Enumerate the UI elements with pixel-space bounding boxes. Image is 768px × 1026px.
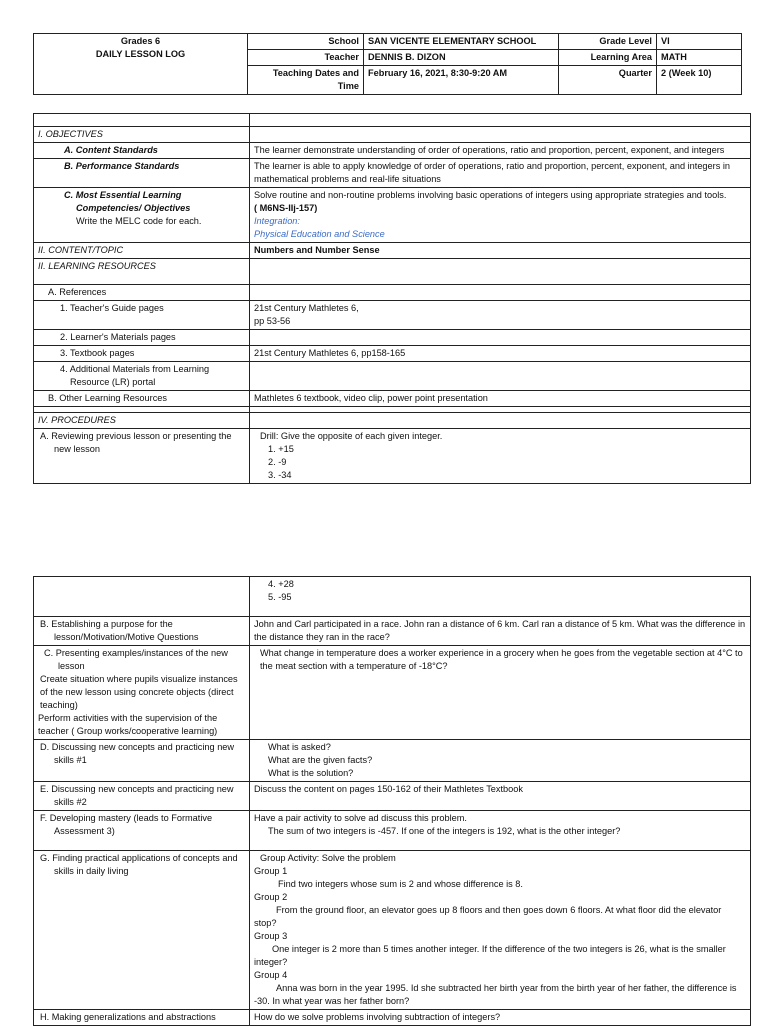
c-label-2: Create situation where pupils visualize instances of the new lesson using concrete objects (direct teaching) bbox=[40, 674, 238, 710]
content-standards-text: The learner demonstrate understanding of order of operations, ratio and proportion, percent, exponent, and integers bbox=[250, 143, 751, 159]
header-title-cell bbox=[34, 34, 248, 95]
group-label: Group 2 bbox=[254, 892, 288, 902]
f-text-2: The sum of two integers is -457. If one of the integers is 192, what is the other integer? bbox=[268, 826, 621, 836]
melc-text: Solve routine and non-routine problems involving basic operations of integers using appropriate strategies and tools. bbox=[254, 190, 727, 200]
grade-level-value: VI bbox=[657, 34, 742, 50]
content-value: Numbers and Number Sense bbox=[250, 243, 751, 259]
lesson-table-2 bbox=[33, 576, 751, 1026]
group-problem: One integer is 2 more than 5 times another integer. If the difference of the two integers is 26, what is the smaller integer? bbox=[254, 944, 726, 967]
objectives-heading: I. OBJECTIVES bbox=[38, 129, 103, 139]
quarter-week: (Week 10) bbox=[666, 68, 712, 78]
quarter-label: Quarter bbox=[559, 66, 657, 95]
procedures-empty-cell bbox=[250, 413, 751, 429]
g-title: Group Activity: Solve the problem bbox=[260, 853, 396, 863]
textbook-label: 3. Textbook pages bbox=[34, 346, 250, 362]
e-text: Discuss the content on pages 150-162 of their Mathletes Textbook bbox=[250, 782, 751, 811]
group-label: Group 4 bbox=[254, 970, 288, 980]
objectives-empty-cell bbox=[250, 127, 751, 143]
quarter-number: 2 bbox=[661, 68, 667, 78]
tg-cell bbox=[250, 301, 751, 330]
drill-item: 4. +28 bbox=[268, 579, 294, 589]
drill-item: 2. -9 bbox=[268, 457, 287, 467]
melc-label-cell bbox=[34, 188, 250, 243]
procedures-heading: IV. PROCEDURES bbox=[34, 413, 250, 429]
school-value: SAN VICENTE ELEMENTARY SCHOOL bbox=[364, 34, 559, 50]
c-label-cell bbox=[34, 646, 250, 740]
grades-text: Grades 6 bbox=[120, 36, 161, 46]
lesson-table-1 bbox=[33, 113, 751, 484]
teacher-value: DENNIS B. DIZON bbox=[364, 50, 559, 66]
f-label: F. Developing mastery (leads to Formative Assessment 3) bbox=[34, 811, 250, 851]
spacer-cell bbox=[250, 114, 751, 127]
drill-continued-label-cell bbox=[34, 577, 250, 617]
group-label: Group 1 bbox=[254, 866, 288, 876]
grade-level-label: Grade Level bbox=[559, 34, 657, 50]
d-question: What is the solution? bbox=[268, 768, 354, 778]
additional-label-cell bbox=[34, 362, 250, 391]
references-label: A. References bbox=[34, 285, 250, 301]
dates-value: February 16, 2021, 8:30-9:20 AM bbox=[364, 66, 559, 95]
drill-cell bbox=[250, 429, 751, 484]
f-cell bbox=[250, 811, 751, 851]
d-cell bbox=[250, 740, 751, 782]
log-title: DAILY LESSON LOG bbox=[95, 49, 186, 59]
c-text: What change in temperature does a worker experience in a grocery when he goes from the vegetable section at 4°C to the meat section with a temperature of -18°C? bbox=[250, 646, 751, 740]
tg-value-2: pp 53-56 bbox=[254, 316, 291, 326]
teacher-label: Teacher bbox=[248, 50, 364, 66]
other-value: Mathletes 6 textbook, video clip, power point presentation bbox=[250, 391, 751, 407]
integration-value: Physical Education and Science bbox=[254, 229, 385, 239]
integration-label: Integration: bbox=[254, 216, 300, 226]
melc-code: ( M6NS-IIj-157) bbox=[254, 203, 318, 213]
tg-label: 1. Teacher's Guide pages bbox=[34, 301, 250, 330]
dates-label: Teaching Dates and Time bbox=[248, 66, 364, 95]
h-label: H. Making generalizations and abstractions bbox=[34, 1010, 250, 1026]
group-label: Group 3 bbox=[254, 931, 288, 941]
resources-empty-cell bbox=[250, 259, 751, 285]
h-text: How do we solve problems involving subtraction of integers? bbox=[250, 1010, 751, 1026]
drill-continued-cell bbox=[250, 577, 751, 617]
drill-title: Drill: Give the opposite of each given integer. bbox=[260, 431, 443, 441]
additional-empty-cell bbox=[250, 362, 751, 391]
additional-label-1: 4. Additional Materials from Learning bbox=[60, 364, 210, 374]
drill-item: 5. -95 bbox=[268, 592, 292, 602]
drill-item: 3. -34 bbox=[268, 470, 292, 480]
header-table bbox=[33, 33, 742, 95]
textbook-value: 21st Century Mathletes 6, pp158-165 bbox=[250, 346, 751, 362]
c-label-3: Perform activities with the supervision of the teacher ( Group works/cooperative learning) bbox=[38, 713, 218, 736]
references-empty-cell bbox=[250, 285, 751, 301]
other-label: B. Other Learning Resources bbox=[34, 391, 250, 407]
tg-value-1: 21st Century Mathletes 6, bbox=[254, 303, 359, 313]
content-heading: II. CONTENT/TOPIC bbox=[34, 243, 250, 259]
quarter-value bbox=[657, 66, 742, 95]
lm-label: 2. Learner's Materials pages bbox=[34, 330, 250, 346]
f-text-1: Have a pair activity to solve ad discuss this problem. bbox=[254, 813, 467, 823]
additional-label-2: Resource (LR) portal bbox=[70, 377, 156, 387]
performance-standards-text: The learner is able to apply knowledge of order of operations, ratio and proportion, percent, exponent, and integers in mathematical problems and real-life situations bbox=[250, 159, 751, 188]
performance-standards-label: B. Performance Standards bbox=[34, 159, 250, 188]
a-label: A. Reviewing previous lesson or presenting the new lesson bbox=[34, 429, 250, 484]
d-question: What is asked? bbox=[268, 742, 331, 752]
lm-empty-cell bbox=[250, 330, 751, 346]
b-label: B. Establishing a purpose for the lesson/Motivation/Motive Questions bbox=[34, 617, 250, 646]
d-label: D. Discussing new concepts and practicing new skills #1 bbox=[34, 740, 250, 782]
content-standards-label: A. Content Standards bbox=[34, 143, 250, 159]
school-label: School bbox=[248, 34, 364, 50]
g-label: G. Finding practical applications of concepts and skills in daily living bbox=[34, 851, 250, 1010]
spacer-cell bbox=[34, 114, 250, 127]
drill-item: 1. +15 bbox=[268, 444, 294, 454]
melc-label-line2: Competencies/ Objectives bbox=[76, 203, 191, 213]
melc-label-line1: C. Most Essential Learning bbox=[64, 190, 182, 200]
group-problem: Anna was born in the year 1995. Id she subtracted her birth year from the birth year of her father, the difference is -30. In what year was her father born? bbox=[254, 983, 737, 1006]
melc-cell bbox=[250, 188, 751, 243]
resources-heading: II. LEARNING RESOURCES bbox=[34, 259, 250, 285]
group-problem: From the ground floor, an elevator goes up 8 floors and then goes down 6 floors. At what floor did the elevator stop? bbox=[254, 905, 722, 928]
melc-label-line3: Write the MELC code for each. bbox=[76, 216, 202, 226]
learning-area-value: MATH bbox=[657, 50, 742, 66]
c-label-1: C. Presenting examples/instances of the new lesson bbox=[44, 648, 228, 671]
e-label: E. Discussing new concepts and practicing new skills #2 bbox=[34, 782, 250, 811]
group-problem: Find two integers whose sum is 2 and whose difference is 8. bbox=[278, 879, 523, 889]
b-text: John and Carl participated in a race. John ran a distance of 6 km. Carl ran a distance of 5 km. What was the difference in the distance they ran in the race? bbox=[250, 617, 751, 646]
g-cell bbox=[250, 851, 751, 1010]
d-question: What are the given facts? bbox=[268, 755, 373, 765]
learning-area-label: Learning Area bbox=[559, 50, 657, 66]
objectives-heading-cell bbox=[34, 127, 250, 143]
